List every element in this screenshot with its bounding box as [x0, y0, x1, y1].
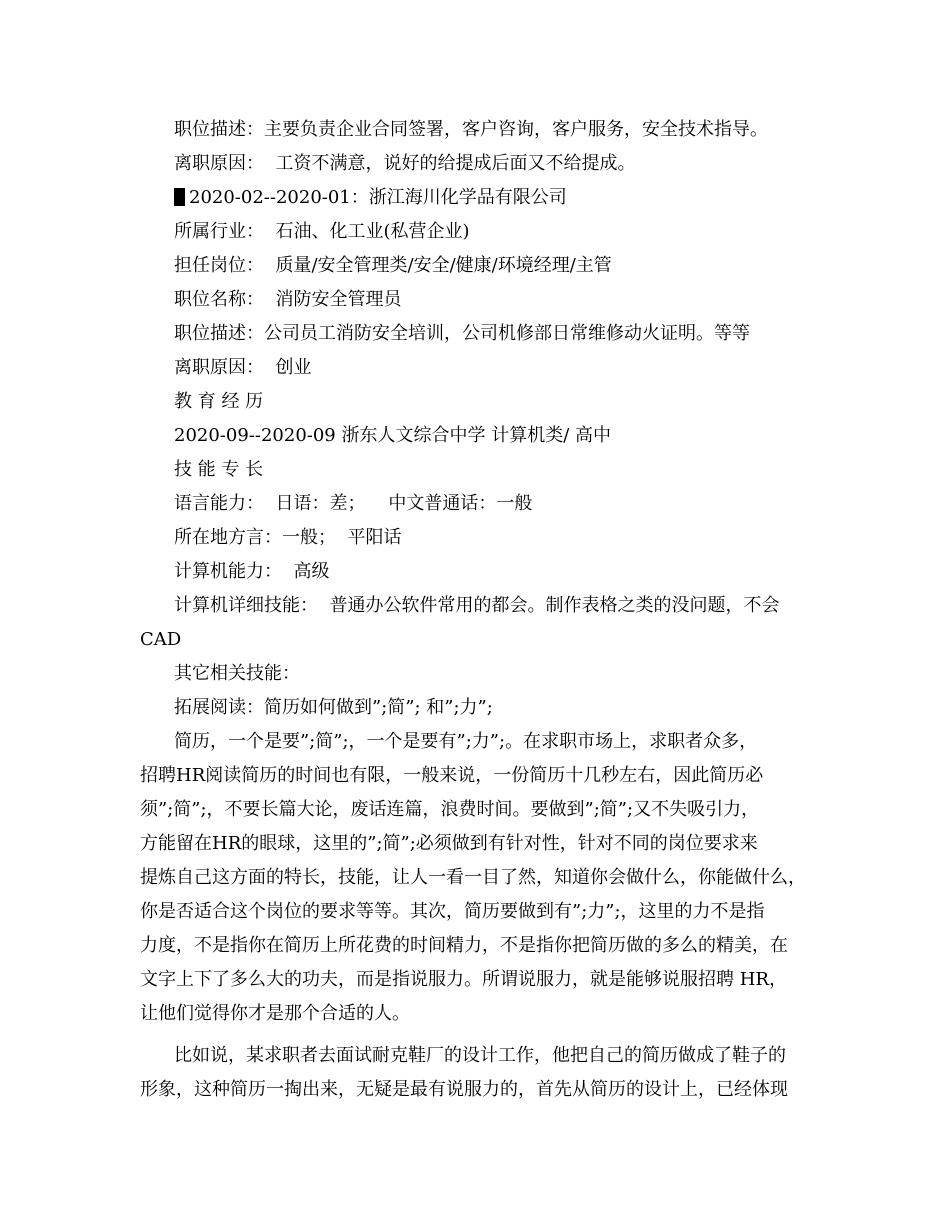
paragraph-line: 招聘HR阅读简历的时间也有限，一般来说，一份简历十几秒左右，因此简历必: [140, 765, 764, 786]
paragraph-line: 文字上下了多么大的功夫，而是指说服力。所谓说服力，就是能够说服招聘 HR，: [140, 969, 787, 990]
paragraph-line: 力度，不是指你在简历上所花费的时间精力，不是指你把简历做的多么的精美，在: [140, 935, 788, 956]
skill-language: 语言能力： 日语：差； 中文普通话：一般: [174, 493, 533, 514]
skill-dialect: 所在地方言：一般； 平阳话: [174, 527, 402, 548]
paragraph-line: 比如说，某求职者去面试耐克鞋厂的设计工作，他把自己的简历做成了鞋子的: [174, 1045, 786, 1066]
job2-leave-reason: 离职原因： 创业: [174, 357, 312, 378]
paragraph-line: 须”;简”;，不要长篇大论，废话连篇，浪费时间。要做到”;简”;又不失吸引力，: [140, 799, 760, 820]
paragraph-line: 你是否适合这个岗位的要求等等。其次，简历要做到有”;力”;，这里的力不是指: [140, 901, 765, 922]
job1-leave-reason: 离职原因： 工资不满意，说好的给提成后面又不给提成。: [174, 153, 636, 174]
skill-other: 其它相关技能：: [174, 663, 300, 684]
job2-post: 担任岗位： 质量/安全管理类/安全/健康/环境经理/主管: [174, 255, 612, 276]
paragraph-line: 提炼自己这方面的特长，技能，让人一看一目了然，知道你会做什么，你能做什么，: [140, 867, 806, 888]
skill-computer-detail: 计算机详细技能： 普通办公软件常用的都会。制作表格之类的没问题，不会: [174, 595, 780, 616]
job2-description: 职位描述：公司员工消防安全培训，公司机修部日常维修动火证明。等等: [174, 323, 750, 344]
job2-title: 职位名称： 消防安全管理员: [174, 289, 402, 310]
paragraph-line: 形象，这种简历一掏出来，无疑是最有说服力的，首先从简历的设计上，已经体现: [140, 1079, 788, 1100]
job2-header-text: 2020-02--2020-01：浙江海川化学品有限公司: [189, 187, 567, 208]
education-entry: 2020-09--2020-09 浙东人文综合中学 计算机类/ 高中: [174, 425, 611, 446]
skill-computer: 计算机能力： 高级: [174, 561, 330, 582]
section-marker-icon: [174, 188, 185, 206]
paragraph-line: 简历，一个是要”;简”;，一个是要有”;力”;。在求职市场上，求职者众多，: [174, 731, 758, 752]
skill-computer-detail-cont: CAD: [140, 629, 182, 650]
job2-industry: 所属行业： 石油、化工业(私营企业): [174, 221, 470, 242]
reading-title: 拓展阅读：简历如何做到”;简”; 和”;力”;: [174, 697, 493, 718]
job1-description: 职位描述：主要负责企业合同签署，客户咨询，客户服务，安全技术指导。: [174, 119, 768, 140]
paragraph-line: 方能留在HR的眼球，这里的”;简”;必须做到有针对性，针对不同的岗位要求来: [140, 833, 758, 854]
skills-heading: 技 能 专 长: [174, 459, 264, 480]
job2-header: [174, 188, 567, 208]
paragraph-line: 让他们觉得你才是那个合适的人。: [140, 1003, 410, 1024]
education-heading: 教 育 经 历: [174, 391, 264, 412]
